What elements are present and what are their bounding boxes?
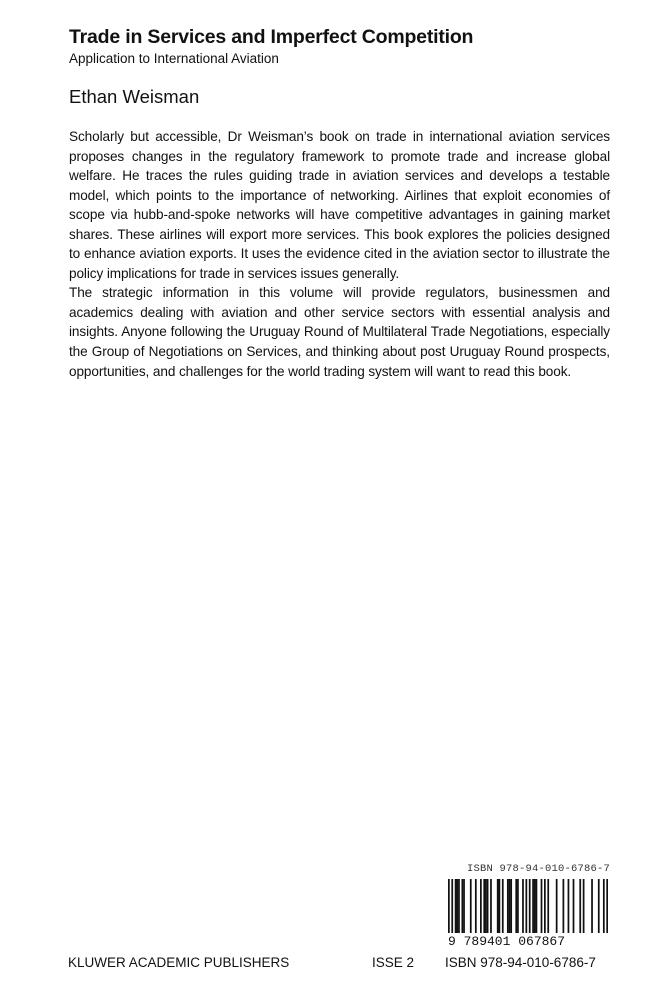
author-name: Ethan Weisman <box>69 86 200 107</box>
blurb-paragraph-1: Scholarly but accessible, Dr Weisman’s book on trade in international aviation services proposes changes in the regulatory framework to promote trade and increase global welfare. He traces the rules guiding trade in aviation services and develops a testable model, which points to the importance of networking. Airlines that exploit economies of scope via hubb-and-spoke networks will have competitive advantages in gaining market shares. These airlines will export more services. This book explores the policies designed to enhance aviation exports. It uses the evidence cited in the aviation sector to illustrate the policy implications for trade in services issues generally. <box>69 129 610 281</box>
blurb-paragraph-2: The strategic information in this volume will provide regulators, businessmen and academics dealing with aviation and other service sectors with essential analysis and insights. Anyone following the Uruguay Round of Multilateral Trade Negotiations, especially the Group of Negotiations on Services, and thinking about post Uruguay Round prospects, opportunities, and challenges for the world trading system will want to read this book. <box>69 285 610 379</box>
isbn-number: ISBN 978-94-010-6786-7 <box>445 955 596 970</box>
publisher-name: KLUWER ACADEMIC PUBLISHERS <box>68 955 290 970</box>
barcode-image <box>448 879 608 933</box>
barcode-digits: 9 789401 067867 <box>448 934 566 949</box>
book-subtitle: Application to International Aviation <box>69 51 279 66</box>
blurb-text <box>69 127 610 381</box>
issue-code: ISSE 2 <box>372 955 415 970</box>
barcode-isbn-label: ISBN 978-94-010-6786-7 <box>466 863 610 875</box>
book-title: Trade in Services and Imperfect Competition <box>69 26 474 48</box>
